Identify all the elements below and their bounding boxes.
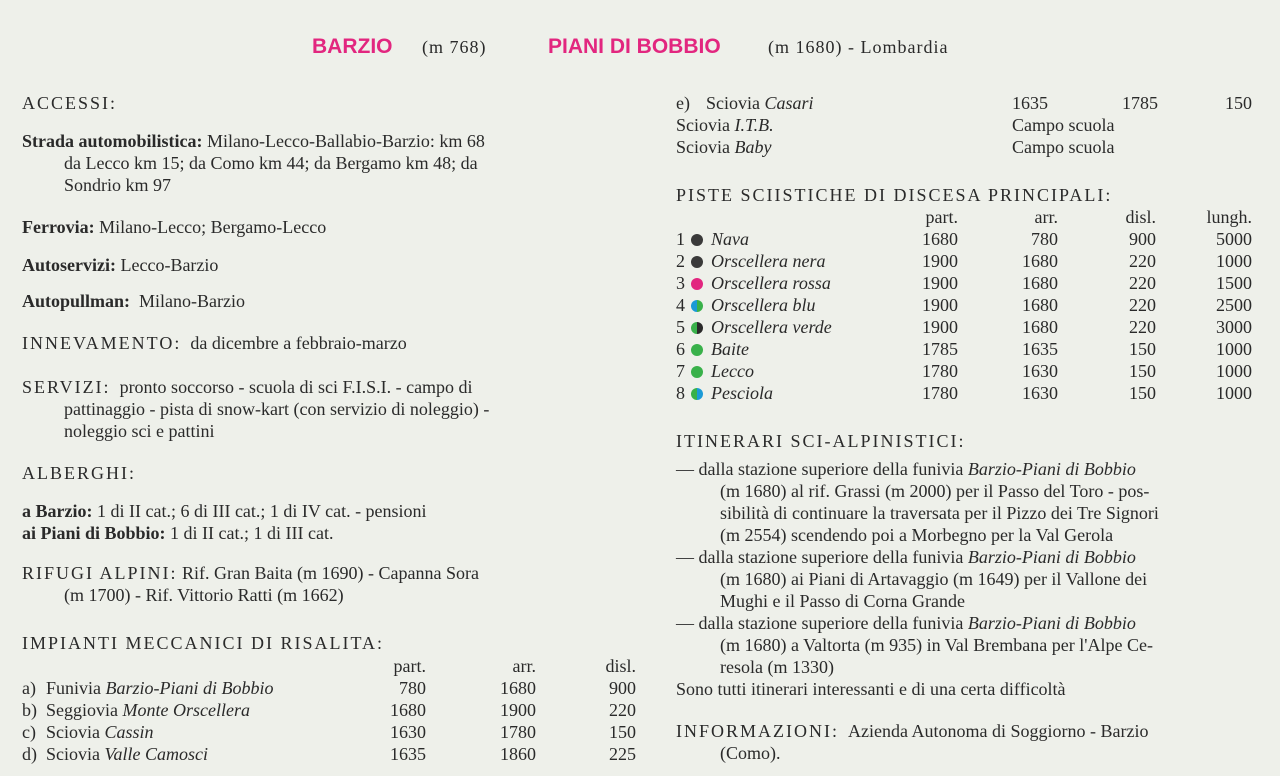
itinerario-2-prefix: — dalla stazione superiore della funivia xyxy=(676,547,964,567)
informazioni-title: INFORMAZIONI: xyxy=(676,721,839,741)
impianti-part: 1630 xyxy=(390,722,426,742)
piste-name: Orscellera blu xyxy=(711,295,816,315)
piste-number: 2 xyxy=(676,251,685,271)
piste-number: 3 xyxy=(676,273,685,293)
itinerario-3-line2: (m 1680) a Valtorta (m 935) in Val Brembana per l'Alpe Ce- xyxy=(720,635,1153,655)
piste-arr: 1630 xyxy=(1022,383,1058,403)
piste-lungh: 1000 xyxy=(1216,251,1252,271)
impianti-title: IMPIANTI MECCANICI DI RISALITA: xyxy=(22,633,385,653)
piste-title: PISTE SCIISTICHE DI DISCESA PRINCIPALI: xyxy=(676,185,1113,205)
impianti-disl: 150 xyxy=(609,722,636,742)
piste-name: Baite xyxy=(711,339,749,359)
table-row xyxy=(22,699,636,721)
impianti-type: Sciovia xyxy=(46,744,100,764)
piste-part: 1785 xyxy=(922,339,958,359)
impianti-letter: b) xyxy=(22,700,37,720)
autoservizi-label: Autoservizi: xyxy=(22,255,116,275)
piste-part: 1900 xyxy=(922,273,958,293)
itinerario-1-line1 xyxy=(676,458,1276,480)
piste-name: Pesciola xyxy=(711,383,773,403)
impianti-table-continued-2 xyxy=(676,114,1114,158)
servizi-line1: pronto soccorso - scuola di sci F.I.S.I. - campo di xyxy=(119,377,473,397)
impianti-arr: 1785 xyxy=(1122,93,1158,113)
piste-part: 1780 xyxy=(922,361,958,381)
impianti-col-arr: arr. xyxy=(512,656,536,676)
piste-number: 5 xyxy=(676,317,685,337)
difficulty-dot-icon xyxy=(691,256,703,268)
alberghi-barzio-text: 1 di II cat.; 6 di III cat.; 1 di IV cat. - pensioni xyxy=(96,501,427,521)
piste-lungh: 1500 xyxy=(1216,273,1252,293)
table-row xyxy=(22,677,636,699)
table-row xyxy=(676,360,1252,382)
piste-disl: 900 xyxy=(1129,229,1156,249)
servizi-line3: noleggio sci e pattini xyxy=(64,421,215,441)
section-informazioni xyxy=(676,720,1276,764)
table-row xyxy=(676,136,1114,158)
piste-part: 1900 xyxy=(922,317,958,337)
piste-name: Orscellera verde xyxy=(711,317,832,337)
piste-name: Nava xyxy=(711,229,749,249)
itinerario-1-line4: (m 2554) scendendo poi a Morbegno per la Val Gerola xyxy=(720,525,1114,545)
itinerario-2-route: Barzio-Piani di Bobbio xyxy=(967,547,1136,567)
impianti-disl: 150 xyxy=(1225,93,1252,113)
impianti-part: 1635 xyxy=(390,744,426,764)
piste-lungh: 3000 xyxy=(1216,317,1252,337)
piste-col-arr: arr. xyxy=(1034,207,1058,227)
impianti-letter: a) xyxy=(22,678,36,698)
itinerario-1-line2: (m 1680) al rif. Grassi (m 2000) per il Passo del Toro - pos- xyxy=(720,481,1150,501)
piste-table xyxy=(676,206,1252,404)
itinerario-1-prefix: — dalla stazione superiore della funivia xyxy=(676,459,964,479)
impianti-letter: d) xyxy=(22,744,37,764)
piste-part: 1900 xyxy=(922,295,958,315)
strada-text: Milano-Lecco-Ballabio-Barzio: km 68 xyxy=(207,131,485,151)
itinerari-title: ITINERARI SCI-ALPINISTICI: xyxy=(676,431,966,451)
section-servizi xyxy=(22,376,642,442)
section-rifugi xyxy=(22,562,642,606)
section-piste xyxy=(676,184,1276,206)
piste-col-disl: disl. xyxy=(1125,207,1156,227)
impianti-type: Sciovia xyxy=(706,93,760,113)
impianti-part: 1680 xyxy=(390,700,426,720)
strada-label: Strada automobilistica: xyxy=(22,131,203,151)
innevamento-title: INNEVAMENTO: xyxy=(22,333,182,353)
rifugi-line1: Rif. Gran Baita (m 1690) - Capanna Sora xyxy=(182,563,479,583)
altitude-barzio: (m 768) xyxy=(422,37,487,57)
section-alberghi xyxy=(22,462,642,484)
piste-disl: 150 xyxy=(1129,361,1156,381)
piste-name: Orscellera rossa xyxy=(711,273,831,293)
itinerario-1-line3: sibilità di continuare la traversata per il Pizzo dei Tre Signori xyxy=(720,503,1159,523)
table-row xyxy=(676,114,1114,136)
place-piani-di-bobbio: PIANI DI BOBBIO xyxy=(548,35,721,58)
impianti-part: 1635 xyxy=(1012,93,1048,113)
table-row xyxy=(676,382,1252,404)
table-row xyxy=(676,250,1252,272)
rifugi-line2: (m 1700) - Rif. Vittorio Ratti (m 1662) xyxy=(64,585,344,605)
rifugi-title: RIFUGI ALPINI: xyxy=(22,563,178,583)
impianti-part: Campo scuola xyxy=(1012,115,1115,135)
impianti-col-disl: disl. xyxy=(605,656,636,676)
piste-col-part: part. xyxy=(925,207,958,227)
table-row xyxy=(676,316,1252,338)
difficulty-dot-icon xyxy=(691,366,703,378)
servizi-title: SERVIZI: xyxy=(22,377,111,397)
alberghi-piani-label: ai Piani di Bobbio: xyxy=(22,523,166,543)
impianti-type: Seggiovia xyxy=(46,700,118,720)
table-row xyxy=(676,338,1252,360)
impianti-table-wrap xyxy=(22,655,642,765)
impianti-name: I.T.B. xyxy=(734,115,774,135)
itinerario-2-line1 xyxy=(676,546,1276,568)
impianti-type: Sciovia xyxy=(676,137,730,157)
piste-number: 6 xyxy=(676,339,685,359)
piste-table-wrap xyxy=(676,206,1276,404)
piste-arr: 780 xyxy=(1031,229,1058,249)
innevamento-text: da dicembre a febbraio-marzo xyxy=(190,333,407,353)
piste-arr: 1680 xyxy=(1022,251,1058,271)
place-barzio: BARZIO xyxy=(312,35,393,58)
impianti-table-continued xyxy=(676,92,1252,114)
piste-arr: 1630 xyxy=(1022,361,1058,381)
impianti-disl: 225 xyxy=(609,744,636,764)
piste-part: 1780 xyxy=(922,383,958,403)
difficulty-dot-icon xyxy=(691,388,703,400)
impianti-type: Sciovia xyxy=(676,115,730,135)
itinerario-1-route: Barzio-Piani di Bobbio xyxy=(967,459,1136,479)
piste-lungh: 5000 xyxy=(1216,229,1252,249)
impianti-table xyxy=(22,655,636,765)
piste-col-lungh: lungh. xyxy=(1206,207,1252,227)
piste-arr: 1680 xyxy=(1022,317,1058,337)
impianti-disl: 220 xyxy=(609,700,636,720)
impianti-name: Casari xyxy=(764,93,814,113)
itinerario-2-line3: Mughi e il Passo di Corna Grande xyxy=(720,591,965,611)
alberghi-list xyxy=(22,500,642,544)
piste-disl: 220 xyxy=(1129,295,1156,315)
piste-part: 1680 xyxy=(922,229,958,249)
piste-arr: 1635 xyxy=(1022,339,1058,359)
piste-arr: 1680 xyxy=(1022,273,1058,293)
autopullman-block xyxy=(22,290,642,312)
itinerario-3-prefix: — dalla stazione superiore della funivia xyxy=(676,613,964,633)
piste-name: Orscellera nera xyxy=(711,251,826,271)
piste-disl: 150 xyxy=(1129,383,1156,403)
piste-name: Lecco xyxy=(711,361,754,381)
autopullman-label: Autopullman: xyxy=(22,291,131,311)
difficulty-dot-icon xyxy=(691,322,703,334)
itinerari-closing: Sono tutti itinerari interessanti e di una certa difficoltà xyxy=(676,679,1066,699)
impianti-name: Monte Orscellera xyxy=(122,700,250,720)
difficulty-dot-icon xyxy=(691,234,703,246)
itinerario-3-line3: resola (m 1330) xyxy=(720,657,834,677)
impianti-disl: 900 xyxy=(609,678,636,698)
table-row xyxy=(676,228,1252,250)
ferrovia-block xyxy=(22,216,642,238)
table-row xyxy=(676,92,1252,114)
itinerario-2-line2: (m 1680) ai Piani di Artavaggio (m 1649) per il Vallone dei xyxy=(720,569,1148,589)
impianti-type: Funivia xyxy=(46,678,102,698)
impianti-letter: e) xyxy=(676,93,690,113)
difficulty-dot-icon xyxy=(691,278,703,290)
altitude-region: (m 1680) - Lombardia xyxy=(768,37,949,57)
piste-number: 4 xyxy=(676,295,685,315)
impianti-type: Sciovia xyxy=(46,722,100,742)
table-row xyxy=(676,272,1252,294)
ferrovia-text: Milano-Lecco; Bergamo-Lecco xyxy=(99,217,327,237)
autopullman-text: Milano-Barzio xyxy=(139,291,246,311)
impianti-header-row xyxy=(22,655,636,677)
table-row xyxy=(22,743,636,765)
piste-number: 8 xyxy=(676,383,685,403)
impianti-name: Barzio-Piani di Bobbio xyxy=(105,678,274,698)
piste-disl: 220 xyxy=(1129,317,1156,337)
piste-lungh: 1000 xyxy=(1216,383,1252,403)
strada-line3: Sondrio km 97 xyxy=(64,175,172,195)
piste-disl: 220 xyxy=(1129,273,1156,293)
impianti-continued xyxy=(676,92,1276,158)
difficulty-dot-icon xyxy=(691,344,703,356)
section-impianti xyxy=(22,632,642,654)
impianti-part: 780 xyxy=(399,678,426,698)
autoservizi-text: Lecco-Barzio xyxy=(120,255,219,275)
impianti-arr: 1860 xyxy=(500,744,536,764)
impianti-name: Baby xyxy=(734,137,772,157)
piste-lungh: 2500 xyxy=(1216,295,1252,315)
impianti-name: Valle Camosci xyxy=(104,744,208,764)
impianti-arr: 1780 xyxy=(500,722,536,742)
piste-part: 1900 xyxy=(922,251,958,271)
ferrovia-label: Ferrovia: xyxy=(22,217,95,237)
piste-number: 7 xyxy=(676,361,685,381)
alberghi-title: ALBERGHI: xyxy=(22,463,136,483)
informazioni-line1: Azienda Autonoma di Soggiorno - Barzio xyxy=(848,721,1149,741)
table-row xyxy=(676,294,1252,316)
piste-disl: 220 xyxy=(1129,251,1156,271)
itinerari-list xyxy=(676,458,1276,700)
piste-number: 1 xyxy=(676,229,685,249)
piste-disl: 150 xyxy=(1129,339,1156,359)
piste-lungh: 1000 xyxy=(1216,361,1252,381)
impianti-part: Campo scuola xyxy=(1012,137,1115,157)
section-innevamento xyxy=(22,332,642,354)
servizi-line2: pattinaggio - pista di snow-kart (con servizio di noleggio) - xyxy=(64,399,490,419)
section-itinerari xyxy=(676,430,1276,452)
alberghi-piani-text: 1 di II cat.; 1 di III cat. xyxy=(170,523,334,543)
alberghi-barzio-label: a Barzio: xyxy=(22,501,93,521)
section-accessi xyxy=(22,92,642,114)
piste-arr: 1680 xyxy=(1022,295,1058,315)
piste-lungh: 1000 xyxy=(1216,339,1252,359)
difficulty-dot-icon xyxy=(691,300,703,312)
impianti-arr: 1680 xyxy=(500,678,536,698)
informazioni-line2: (Como). xyxy=(720,743,781,763)
accessi-title: ACCESSI: xyxy=(22,93,118,113)
impianti-name: Cassin xyxy=(104,722,154,742)
impianti-col-part: part. xyxy=(393,656,426,676)
strada-line2: da Lecco km 15; da Como km 44; da Bergamo km 48; da xyxy=(64,153,478,173)
impianti-letter: c) xyxy=(22,722,36,742)
impianti-arr: 1900 xyxy=(500,700,536,720)
autoservizi-block xyxy=(22,254,642,276)
piste-header-row xyxy=(676,206,1252,228)
table-row xyxy=(22,721,636,743)
strada-block xyxy=(22,130,642,196)
itinerario-3-line1 xyxy=(676,612,1276,634)
itinerario-3-route: Barzio-Piani di Bobbio xyxy=(967,613,1136,633)
